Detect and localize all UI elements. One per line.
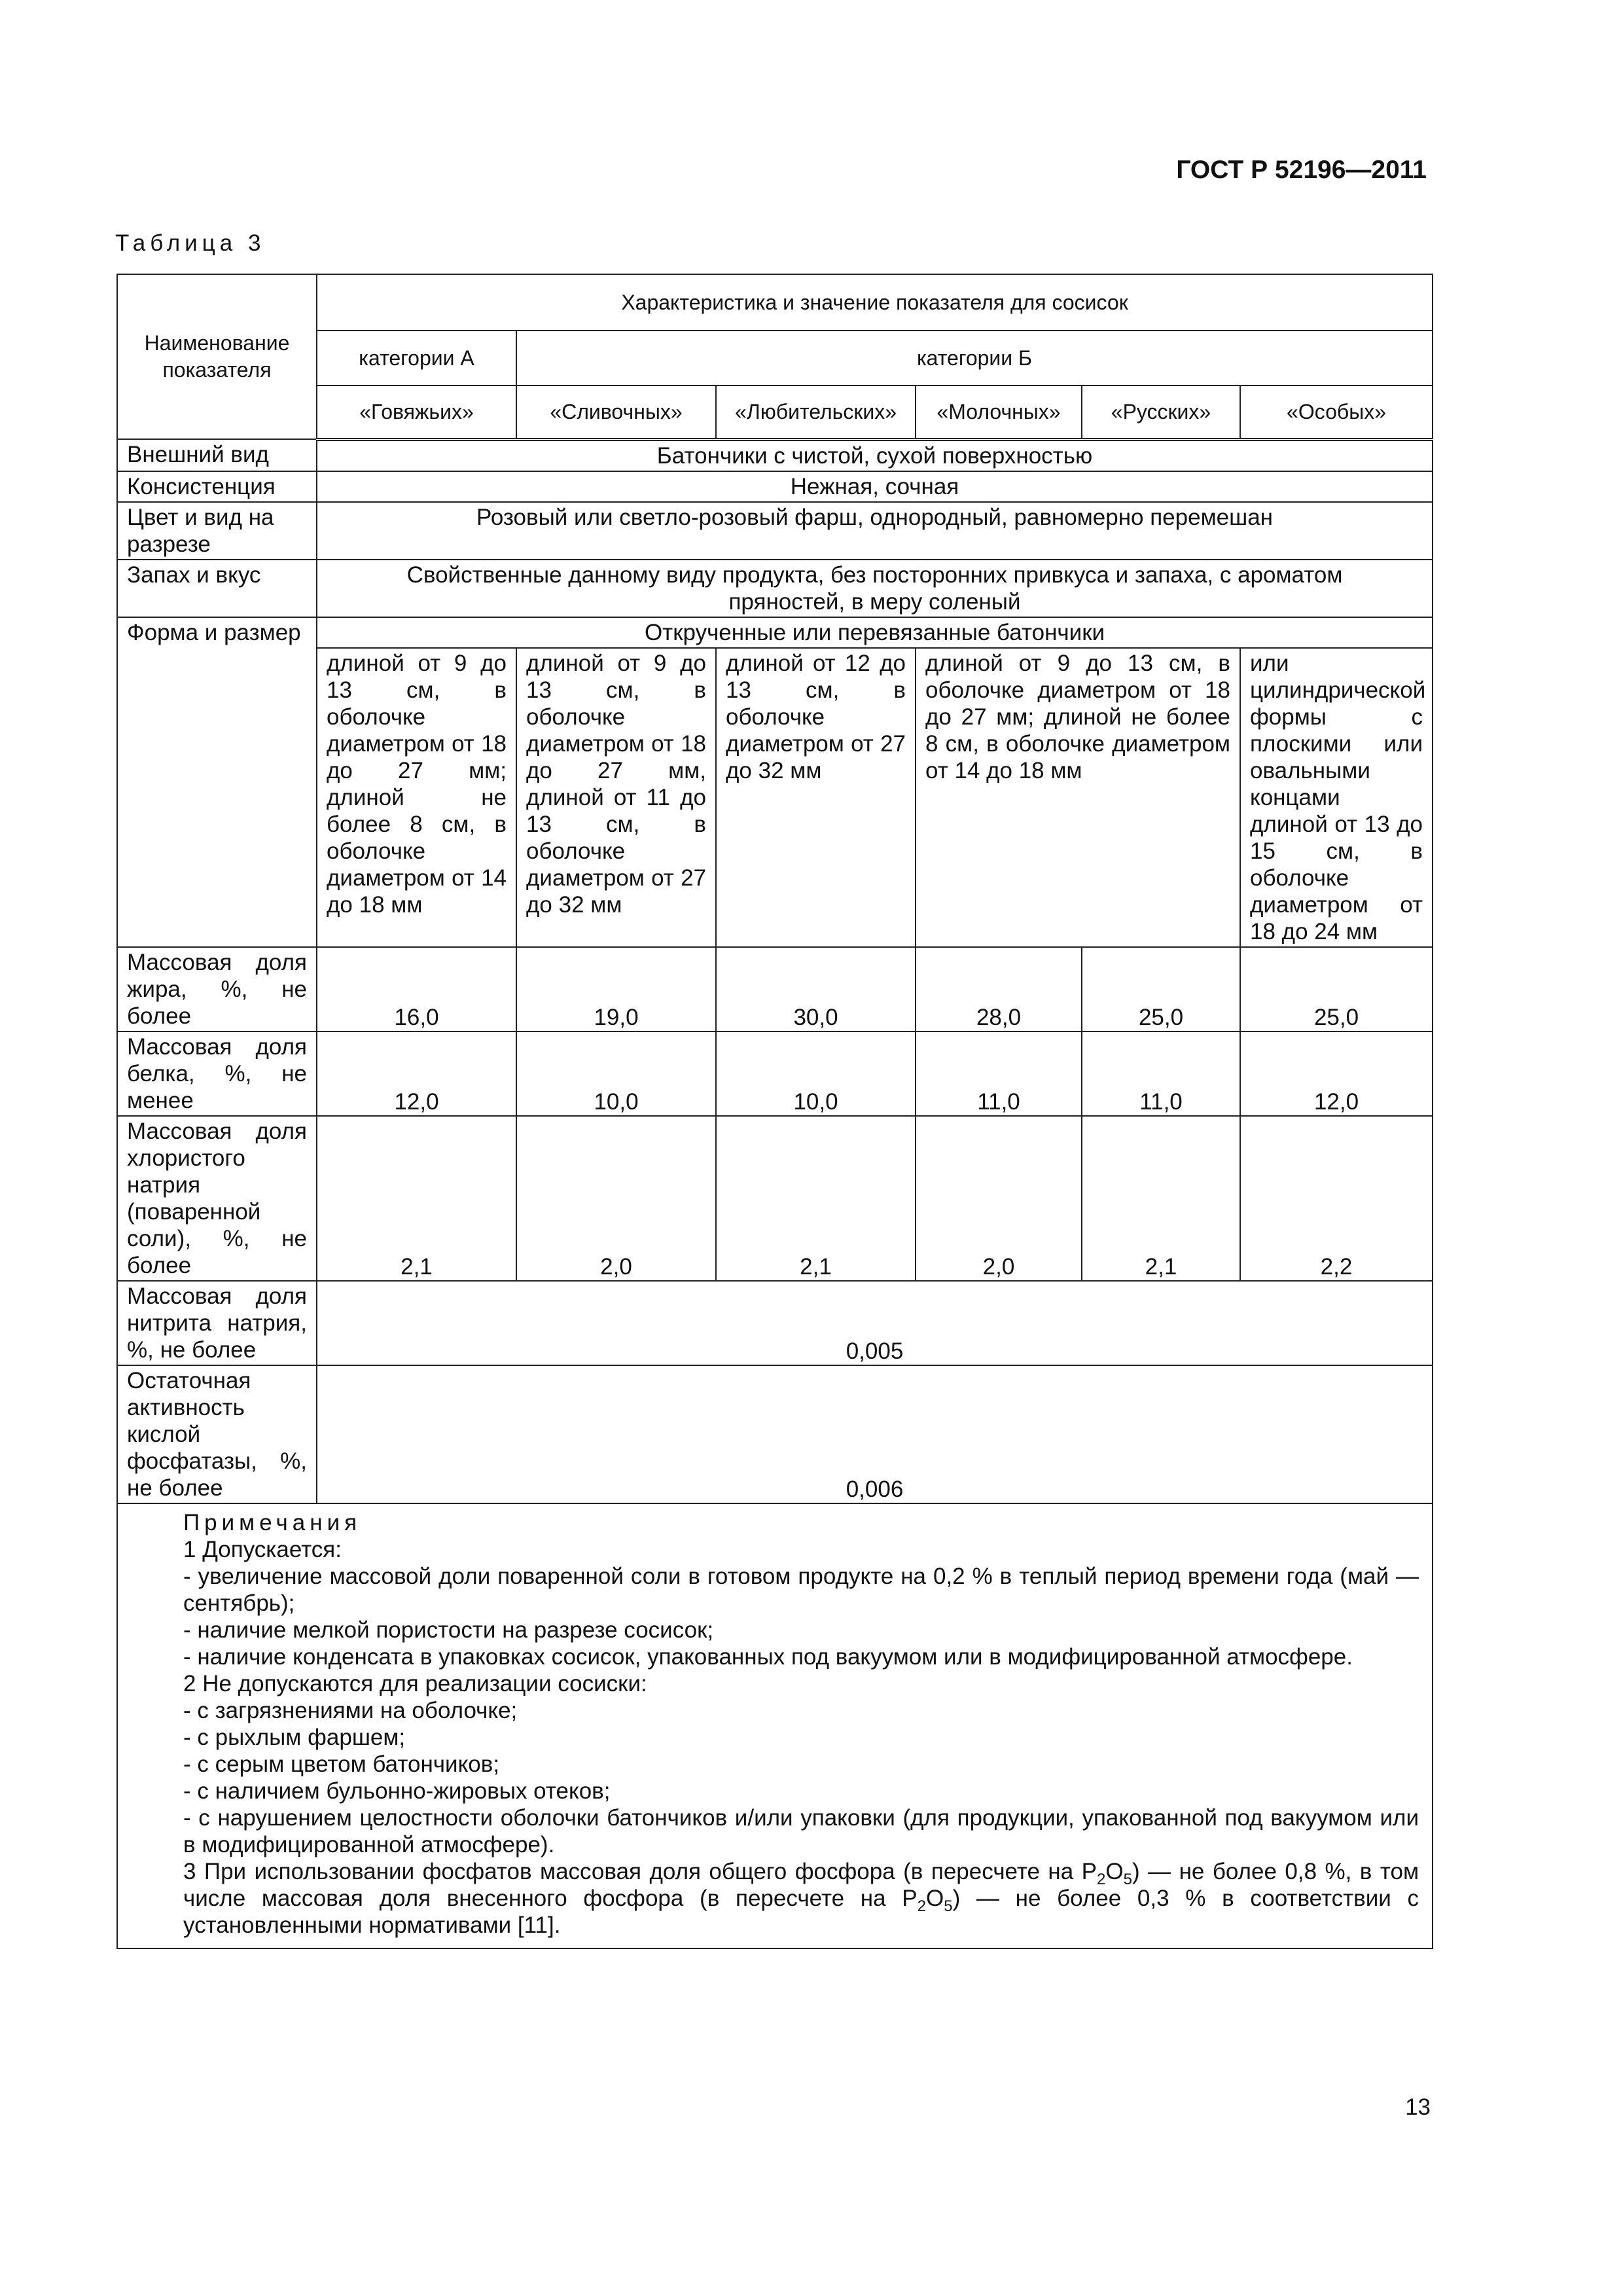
indicator-value: 0,006: [317, 1365, 1433, 1503]
header-type: «Молочных»: [916, 386, 1082, 439]
value-cell: 2,0: [916, 1116, 1082, 1281]
notes-row: [117, 1503, 1433, 1948]
table-row: [117, 1031, 1433, 1116]
header-category-b: категории Б: [516, 331, 1433, 386]
shape-detail: длиной от 12 до 13 см, в оболочке диаметром от 27 до 32 мм: [716, 648, 916, 947]
value-cell: 16,0: [317, 947, 516, 1031]
value-cell: 2,2: [1240, 1116, 1433, 1281]
table-row: [117, 1281, 1433, 1365]
indicator-name: Остаточная активность кислой фосфатазы, %, не более: [117, 1365, 317, 1503]
value-cell: 25,0: [1082, 947, 1240, 1031]
page-number: 13: [1405, 2094, 1431, 2120]
table-row: [117, 439, 1433, 471]
value-cell: 2,1: [716, 1116, 916, 1281]
value-cell: 28,0: [916, 947, 1082, 1031]
value-cell: 11,0: [916, 1031, 1082, 1116]
indicator-value: 0,005: [317, 1281, 1433, 1365]
note-item: - наличие конденсата в упаковках сосисок, упакованных под вакуумом или в модифицированной атмосфере.: [183, 1643, 1353, 1670]
indicator-name: Массовая доля жира, %, не более: [117, 947, 317, 1031]
indicator-name: Консистенция: [117, 471, 317, 502]
shape-detail: длиной от 9 до 13 см, в оболочке диаметром от 18 до 27 мм, длиной от 11 до 13 см, в оболочке диаметром от 27 до 32 мм: [516, 648, 716, 947]
header-indicator-name: Наименование показателя: [117, 274, 317, 439]
indicator-name: Внешний вид: [117, 439, 317, 471]
note-item: - с наличием бульонно-жировых отеков;: [183, 1778, 611, 1804]
indicator-name: Массовая доля белка, %, не менее: [117, 1031, 317, 1116]
note-item: - наличие мелкой пористости на разрезе сосисок;: [183, 1617, 714, 1643]
value-cell: 25,0: [1240, 947, 1433, 1031]
value-cell: 12,0: [1240, 1031, 1433, 1116]
note-item: - с загрязнениями на оболочке;: [183, 1697, 518, 1723]
header-type: «Сливочных»: [516, 386, 716, 439]
table-row: [117, 617, 1433, 648]
table-row: [117, 947, 1433, 1031]
indicator-name: Цвет и вид на разрезе: [117, 502, 317, 560]
table-row: [117, 1116, 1433, 1281]
note-item: - с нарушением целостности оболочки батончиков и/или упаковки (для продукции, упакованной под вакуумом или в модифицированной атмосфере).: [183, 1804, 1419, 1857]
shape-detail: длиной от 9 до 13 см, в оболочке диаметром от 18 до 27 мм; длиной не более 8 см, в оболочке диаметром от 14 до 18 мм: [317, 648, 516, 947]
indicator-name: Форма и размер: [117, 617, 317, 947]
table-row: [117, 560, 1433, 617]
note-item: - с рыхлым фаршем;: [183, 1724, 406, 1750]
value-cell: 2,0: [516, 1116, 716, 1281]
indicator-value: Свойственные данному виду продукта, без посторонних привкуса и запаха, с ароматом пряностей, в меру соленый: [317, 560, 1433, 617]
value-cell: 30,0: [716, 947, 916, 1031]
table-notes: [117, 1503, 1433, 1948]
header-type: «Любительских»: [716, 386, 916, 439]
value-cell: 10,0: [516, 1031, 716, 1116]
shape-detail: или цилиндрической формы с плоскими или овальными концами длиной от 13 до 15 см, в оболочке диаметром от 18 до 24 мм: [1240, 648, 1433, 947]
document-code: ГОСТ Р 52196—2011: [1176, 156, 1427, 184]
note-3: 3 При использовании фосфатов массовая доля общего фосфора (в пересчете на $P_2O_5$) — не более 0,8 %, в том числе массовая доля внесенного фосфора (в пересчете на $P_2O_5$) — не более 0,3 % в соответствии с установленными нормативами [11].: [183, 1858, 1419, 1938]
shape-detail: длиной от 9 до 13 см, в оболочке диаметром от 18 до 27 мм; длиной не более 8 см, в оболочке диаметром от 14 до 18 мм: [916, 648, 1240, 947]
notes-title: Примечания: [183, 1509, 362, 1535]
header-type: «Говяжьих»: [317, 386, 516, 439]
table-caption: Таблица 3: [115, 230, 266, 256]
value-cell: 10,0: [716, 1031, 916, 1116]
header-type: «Особых»: [1240, 386, 1433, 439]
indicator-value: Батончики с чистой, сухой поверхностью: [317, 439, 1433, 471]
value-cell: 2,1: [1082, 1116, 1240, 1281]
table-3: [116, 274, 1432, 1949]
value-cell: 12,0: [317, 1031, 516, 1116]
indicator-value: Нежная, сочная: [317, 471, 1433, 502]
indicator-name: Запах и вкус: [117, 560, 317, 617]
indicator-value: Розовый или светло-розовый фарш, однородный, равномерно перемешан: [317, 502, 1433, 560]
note-item: - увеличение массовой доли поваренной соли в готовом продукте на 0,2 % в теплый период времени года (май — сентябрь);: [183, 1563, 1419, 1616]
value-cell: 2,1: [317, 1116, 516, 1281]
value-cell: 19,0: [516, 947, 716, 1031]
note-1: 1 Допускается:: [183, 1536, 342, 1562]
indicator-name: Массовая доля нитрита натрия, %, не более: [117, 1281, 317, 1365]
note-item: - с серым цветом батончиков;: [183, 1751, 500, 1777]
header-characteristic: Характеристика и значение показателя для сосисок: [317, 274, 1433, 331]
note-2: 2 Не допускаются для реализации сосиски:: [183, 1670, 647, 1696]
table-row: [117, 1365, 1433, 1503]
header-type: «Русских»: [1082, 386, 1240, 439]
value-cell: 11,0: [1082, 1031, 1240, 1116]
header-category-a: категории А: [317, 331, 516, 386]
table-row: [117, 502, 1433, 560]
indicator-value: Открученные или перевязанные батончики: [317, 617, 1433, 648]
indicator-name: Массовая доля хлористого натрия (поваренной соли), %, не более: [117, 1116, 317, 1281]
table-row: [117, 471, 1433, 502]
